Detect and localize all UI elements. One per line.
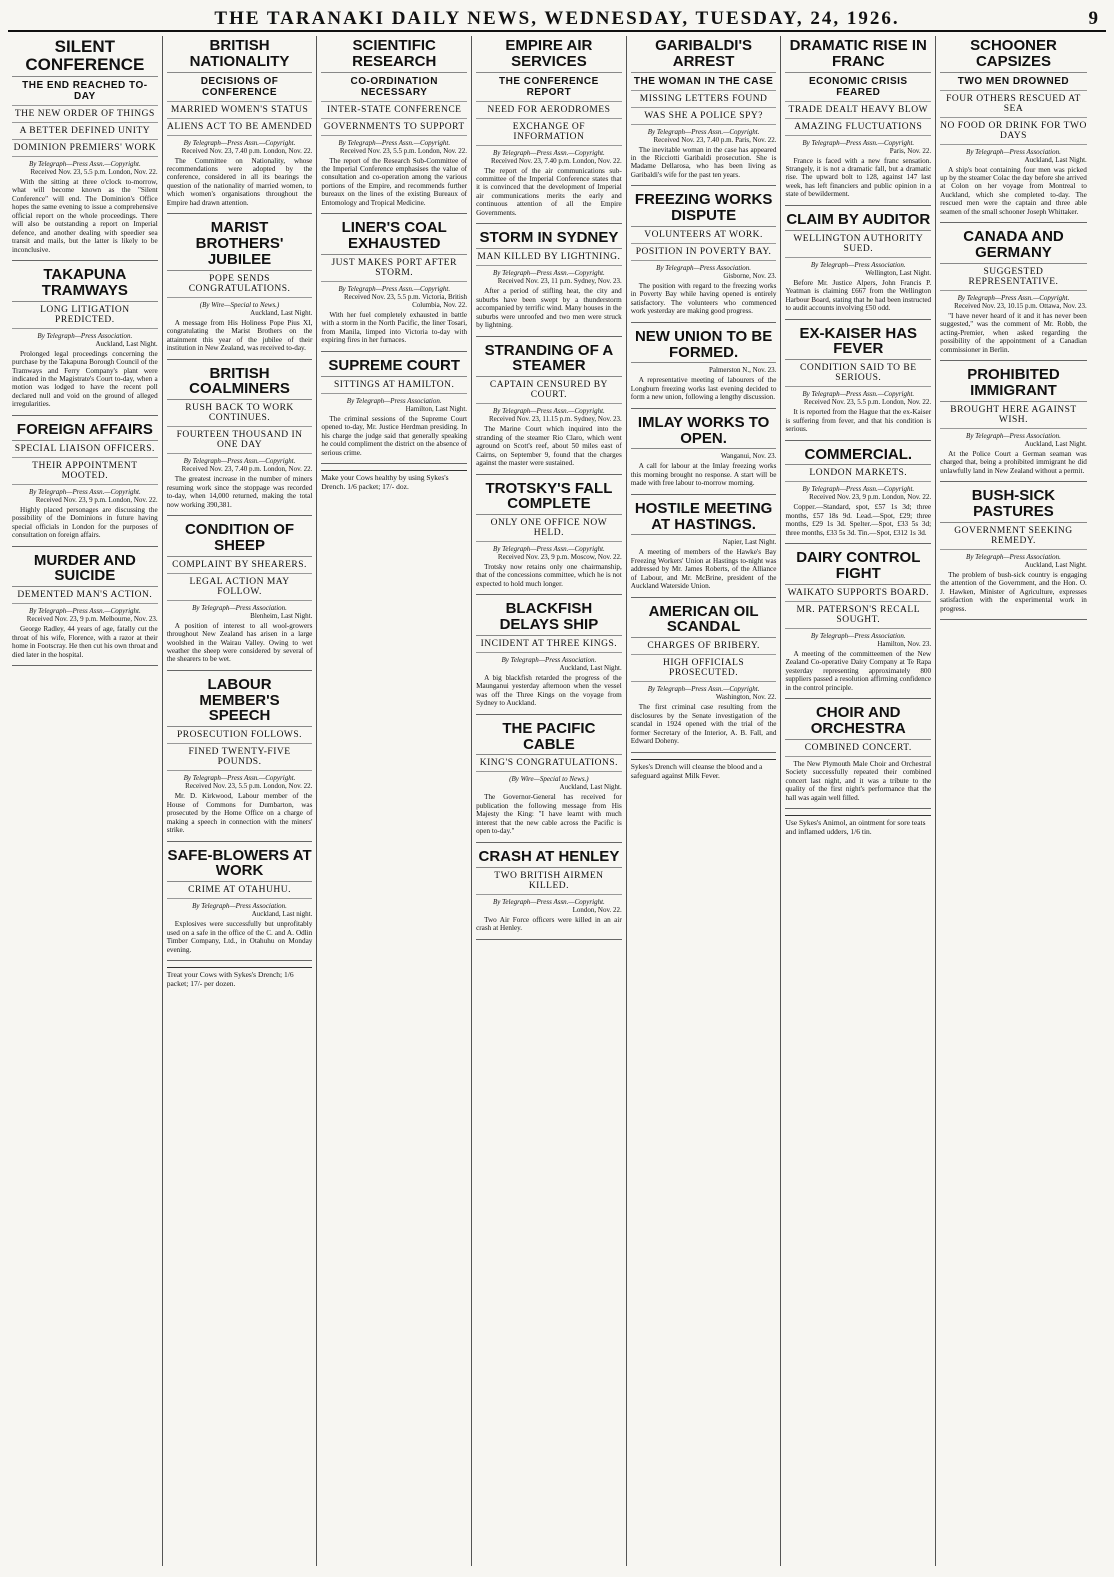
- article-dateline: Received Nov. 23, 9 p.m. London, Nov. 22.: [35, 495, 158, 504]
- article-dateline: Received Nov. 23, 5.5 p.m. London, Nov. 22.: [185, 782, 313, 791]
- article-body: After a period of stifling heat, the city and suburbs have been swept by a thunderstorm accompanied by terrific wind. Many houses in the suburbs were unroofed and two men were struck by lightning.: [476, 287, 622, 330]
- article-headline: CANADA AND GERMANY: [940, 229, 1087, 264]
- article: [476, 721, 622, 843]
- masthead: [8, 8, 1106, 32]
- article-body: The Committee on Nationality, whose recommendations were adopted by the conference, considered in all its bearings the question of the nationality of married women, to which women's organisations throughout the Empire had drawn attention.: [166, 156, 313, 207]
- article: [321, 358, 467, 464]
- advertisement: Treat your Cows with Sykes's Drench; 1/6 packet; 17/- per dozen.: [167, 967, 313, 988]
- article-headline: FOREIGN AFFAIRS: [12, 422, 158, 441]
- article-dateline: Received Nov. 23, 11.15 p.m. Sydney, Nov. 23.: [489, 415, 622, 424]
- article-credit: By Telegraph—Press Association.: [346, 396, 442, 405]
- article-deck: GOVERNMENTS TO SUPPORT: [321, 122, 467, 136]
- article-headline: TROTSKY'S FALL COMPLETE: [476, 481, 622, 516]
- article-body: Explosives were successfully but unprofitably used on a safe in the office of the C. and A. Odlin Timber Company, Ltd., in Otahuhu on Monday evening.: [166, 920, 313, 954]
- article-deck: INTER-STATE CONFERENCE: [321, 105, 467, 119]
- article: [940, 367, 1087, 482]
- article-headline: BUSH-SICK PASTURES: [940, 488, 1087, 523]
- article-dateline: Auckland, Last Night.: [1024, 560, 1087, 569]
- article-body: It is reported from the Hague that the ex-Kaiser is suffering from fever, and that his condition is serious.: [785, 408, 932, 434]
- article: [321, 38, 467, 214]
- article: [167, 366, 313, 516]
- article-dateline: Paris, Nov. 22.: [889, 146, 932, 155]
- article-headline: IMLAY WORKS TO OPEN.: [631, 415, 777, 450]
- article-deck: ALIENS ACT TO BE AMENDED: [167, 122, 313, 136]
- article-body: A message from His Holiness Pope Pius XI, congratulating the Marist Brothers on the attainment this year of the jubilee of their institution in New Zealand, was received to-day.: [166, 318, 313, 353]
- article-deck: POSITION IN POVERTY BAY.: [631, 247, 777, 261]
- article-headline: STORM IN SYDNEY: [476, 230, 622, 249]
- article-body: Before Mr. Justice Alpers, John Francis P. Yeatman is claiming £667 from the Wellington Harbour Board, stating that he had been instructed to audit accounts involving £50 odd.: [785, 278, 932, 313]
- article-body: The greatest increase in the number of miners resuming work since the stoppage was recorded to-day, when 14,000 returned, making the total now working 390,381.: [166, 475, 313, 509]
- article-deck: MARRIED WOMEN'S STATUS: [167, 105, 313, 119]
- article-deck: FINED TWENTY-FIVE POUNDS.: [167, 747, 313, 771]
- article-credit: By Telegraph—Press Association.: [810, 260, 906, 269]
- article-headline: DAIRY CONTROL FIGHT: [785, 550, 931, 585]
- article: [167, 38, 313, 214]
- article-deck: SUGGESTED REPRESENTATIVE.: [940, 267, 1087, 291]
- article-credit: By Telegraph—Press Assn.—Copyright.: [493, 545, 605, 553]
- article: [785, 38, 931, 206]
- article: [167, 522, 313, 671]
- article-dateline: Received Nov. 23, 7.40 p.m. Paris, Nov. 22.: [653, 135, 777, 144]
- article-deck: LONG LITIGATION PREDICTED.: [12, 305, 158, 329]
- article-dateline: Wanganui, Nov. 23.: [720, 452, 777, 461]
- article-body: The first criminal case resulting from the disclosures by the Senate investigation of the scandal in 1924 opened with the trial of the former Secretary of the Interior, A. B. Fall, and Edward Doheny.: [630, 703, 777, 746]
- article-headline: LINER'S COAL EXHAUSTED: [321, 220, 467, 255]
- article-dateline: Hamilton, Nov. 23.: [877, 639, 932, 648]
- article-deck: COMBINED CONCERT.: [785, 743, 931, 757]
- column-1: [8, 36, 163, 1566]
- article-dateline: Auckland, Last Night.: [559, 663, 622, 672]
- article-headline: CHOIR AND ORCHESTRA: [785, 705, 931, 740]
- article-credit: By Telegraph—Press Assn.—Copyright.: [493, 897, 605, 906]
- article-headline: LABOUR MEMBER'S SPEECH: [167, 677, 313, 727]
- article-dateline: Received Nov. 23, 9 p.m. Moscow, Nov. 22.: [497, 553, 622, 561]
- article-credit: By Telegraph—Press Assn.—Copyright.: [338, 284, 451, 293]
- column-6: [781, 36, 936, 1566]
- article: [785, 447, 931, 545]
- article: [476, 849, 622, 940]
- article-deck: NO FOOD OR DRINK FOR TWO DAYS: [940, 121, 1087, 145]
- article-deck: WAIKATO SUPPORTS BOARD.: [785, 588, 931, 602]
- article-body: Mr. D. Kirkwood, Labour member of the House of Commons for Dumbarton, was prosecuted by the Home Office on a charge of making a speech in connection with the miners' strike.: [166, 792, 313, 835]
- article: [631, 329, 777, 409]
- article-body: The report of the Research Sub-Committee of the Imperial Conference emphasises the value of consultation and co-operation among the various portions of the Empire, and recommends further bureaux on the lines of the existing Bureaux of Entomology and Tropical Medicine.: [321, 156, 468, 207]
- column-5: [627, 36, 782, 1566]
- advertisement: Sykes's Drench will cleanse the blood and a safeguard against Milk Fever.: [631, 759, 777, 780]
- article-body: The report of the air communications sub-committee of the Imperial Conference states that it is convinced that the development of Imperial air communications merits the early and continuous attention of all the Empire Governments.: [476, 166, 622, 217]
- article-deck: MR. PATERSON'S RECALL SOUGHT.: [785, 605, 931, 629]
- article-deck: CO-ORDINATION NECESSARY: [321, 76, 467, 102]
- article-deck: MAN KILLED BY LIGHTNING.: [476, 252, 622, 266]
- article-headline: SUPREME COURT: [321, 358, 467, 377]
- article-headline: DRAMATIC RISE IN FRANC: [785, 38, 931, 73]
- article-credit: By Telegraph—Press Assn.—Copyright.: [28, 607, 141, 616]
- article-headline: FREEZING WORKS DISPUTE: [631, 192, 777, 227]
- article-body: Prolonged legal proceedings concerning the purchase by the Takapuna Borough Council of the Tramways and Ferry Company's plant were indicated in the Magistrate's Court to-day, when a motion was lodged to have the recent poll declared null and void on the ground of alleged irregularities.: [12, 349, 158, 409]
- article-deck: WAS SHE A POLICE SPY?: [631, 111, 777, 125]
- article-dateline: Received Nov. 23, 9 p.m. London, Nov. 22.: [809, 493, 932, 502]
- article: [631, 501, 777, 598]
- article-deck: THE CONFERENCE REPORT: [476, 76, 622, 102]
- article-body: France is faced with a new franc sensation. Strangely, it is not a dramatic fall, but a dramatic rise. The upward bolt to 128, against 147 last week, has left financiers and public opinion in a state of bewilderment.: [785, 156, 932, 199]
- article-credit: By Telegraph—Press Association.: [966, 552, 1061, 561]
- article-deck: HIGH OFFICIALS PROSECUTED.: [631, 658, 777, 682]
- article-credit: By Telegraph—Press Assn.—Copyright.: [28, 487, 141, 496]
- article-credit: By Telegraph—Press Assn.—Copyright.: [493, 148, 605, 157]
- article: [785, 705, 931, 809]
- article-deck: FOURTEEN THOUSAND IN ONE DAY: [167, 430, 313, 454]
- article: [12, 38, 158, 261]
- article-dateline: Auckland, Last Night.: [1024, 155, 1087, 164]
- article-deck: THE END REACHED TO-DAY: [12, 80, 158, 106]
- article: [12, 422, 158, 547]
- article: [321, 220, 467, 351]
- article-deck: COMPLAINT BY SHEARERS.: [167, 560, 313, 574]
- article-headline: MURDER AND SUICIDE: [12, 553, 158, 588]
- columns: [8, 36, 1106, 1566]
- article-headline: PROHIBITED IMMIGRANT: [940, 367, 1087, 402]
- article: [631, 192, 777, 322]
- advertisement: Use Sykes's Animol, an ointment for sore teats and inflamed udders, 1/6 tin.: [785, 815, 931, 836]
- masthead-title: THE TARANAKI DAILY NEWS, WEDNESDAY, TUESDAY, 24, 1926.: [214, 8, 900, 29]
- article-deck: ONLY ONE OFFICE NOW HELD.: [476, 518, 622, 542]
- page-number: 9: [1088, 8, 1098, 29]
- column-4: [472, 36, 627, 1566]
- article-dateline: Received Nov. 23, 5.5 p.m. London, Nov. 22.: [339, 146, 468, 155]
- article-credit: By Telegraph—Press Association.: [966, 431, 1061, 440]
- article-headline: BRITISH NATIONALITY: [167, 38, 313, 73]
- article-dateline: Received Nov. 23, 5.5 p.m. London, Nov. 22.: [30, 167, 158, 176]
- article-dateline: Received Nov. 23, 10.15 p.m. Ottawa, Nov. 23.: [954, 301, 1087, 310]
- article-credit: By Telegraph—Press Assn.—Copyright.: [493, 269, 605, 278]
- article-credit: By Telegraph—Press Assn.—Copyright.: [493, 407, 605, 416]
- article-body: The criminal sessions of the Supreme Court opened to-day, Mr. Justice Herdman presiding. In his charge the judge said that generally speaking he could compliment the district on the absence of serious crime.: [321, 414, 468, 457]
- article-deck: BROUGHT HERE AGAINST WISH.: [940, 405, 1087, 429]
- article-credit: By Telegraph—Press Association.: [656, 263, 751, 272]
- article-dateline: Received Nov. 23, 9 p.m. Melbourne, Nov. 23.: [26, 615, 158, 624]
- article: [167, 677, 313, 842]
- article-deck: TRADE DEALT HEAVY BLOW: [785, 105, 931, 119]
- article-credit: (By Wire—Special to News.): [509, 775, 589, 784]
- article-deck: INCIDENT AT THREE KINGS.: [476, 639, 622, 653]
- article-headline: SCIENTIFIC RESEARCH: [321, 38, 467, 73]
- article-deck: A BETTER DEFINED UNITY: [12, 126, 158, 140]
- article-credit: By Telegraph—Press Assn.—Copyright.: [802, 390, 915, 399]
- article: [476, 230, 622, 336]
- article-dateline: Auckland, Last Night.: [250, 308, 313, 317]
- article-deck: ECONOMIC CRISIS FEARED: [785, 76, 931, 102]
- article-dateline: Received Nov. 23, 5.5 p.m. London, Nov. 22.: [803, 398, 932, 407]
- article-deck: RUSH BACK TO WORK CONTINUES.: [167, 403, 313, 427]
- article-deck: SITTINGS AT HAMILTON.: [321, 380, 467, 394]
- article-body: A meeting of the committeemen of the New Zealand Co-operative Dairy Company at Te Rapa yesterday representing approximately 800 suppliers passed a resolution affirming confidence in the control principle.: [785, 649, 932, 692]
- article-deck: TWO BRITISH AIRMEN KILLED.: [476, 871, 622, 895]
- article-headline: AMERICAN OIL SCANDAL: [631, 604, 777, 639]
- article-body: At the Police Court a German seaman was charged that, being a prohibited immigrant he did unlawfully land in New Zealand without a permit.: [940, 449, 1087, 475]
- article: [785, 550, 931, 699]
- article-body: A representative meeting of labourers of the Longburn freezing works last evening decided to form a new union, following a lengthy discussion.: [630, 376, 777, 402]
- article-credit: By Telegraph—Press Association.: [966, 147, 1061, 156]
- article: [12, 267, 158, 416]
- article-dateline: Blenheim, Last Night.: [250, 611, 313, 620]
- article-body: With her fuel completely exhausted in battle with a storm in the North Pacific, the liner Tosari, from Manila, limped into Victoria to-day with expiring fires in her furnaces.: [321, 310, 468, 345]
- article-dateline: Napier, Last Night.: [722, 538, 777, 547]
- article-headline: EX-KAISER HAS FEVER: [785, 326, 931, 361]
- article-deck: NEED FOR AERODROMES: [476, 105, 622, 119]
- advertisement: Make your Cows healthy by using Sykes's Drench. 1/6 packet; 17/- doz.: [321, 470, 467, 491]
- article-deck: LEGAL ACTION MAY FOLLOW.: [167, 577, 313, 601]
- article-credit: By Telegraph—Press Association.: [37, 331, 133, 340]
- article-credit: By Telegraph—Press Association.: [501, 655, 597, 664]
- article-headline: EMPIRE AIR SERVICES: [476, 38, 622, 73]
- article-body: George Radley, 44 years of age, fatally cut the throat of his wife, Florence, with a razor at their home in Footscray. He then cut his own throat and died later in the hospital.: [12, 625, 158, 659]
- article-body: A ship's boat containing four men was picked up by the steamer Colac the day before she arrived at Colon on her voyage from Montreal to Auckland, which she completed to-day. The rescued men were the captain and three able seamen of the small schooner Joseph Whittaker.: [940, 165, 1087, 216]
- article-dateline: Auckland, Last Night.: [559, 783, 622, 792]
- article-body: With the sitting at three o'clock to-morrow, what will become known as the "Silent Conference" will end. The Dominion's Office hopes the same evening to issue a comprehensive official report on the whole proceedings. There will also be outstanding a report on Imperial defence, and another dealing with speedier sea transit and mails, but the latter is likely to be inconclusive.: [12, 177, 158, 254]
- article-body: A position of interest to all wool-growers throughout New Zealand has arisen in a large woolshed in the Wairau Valley. Owing to wet weather the sheep were considered by several of the shearers to be wet.: [166, 621, 313, 664]
- article-body: "I have never heard of it and it has never been suggested," was the comment of Mr. Robb, the acting-Premier, when asked regarding the possibility of the appointment of a Canadian commissioner in Berlin.: [940, 311, 1087, 354]
- article-body: The Governor-General has received for publication the following message from His Majesty the King: "I have learnt with much interest that the new cable across the Pacific is open to-day.": [476, 793, 622, 836]
- article-deck: MISSING LETTERS FOUND: [631, 94, 777, 108]
- article-dateline: Auckland, Last Night.: [95, 339, 158, 348]
- article-body: A meeting of members of the Hawke's Bay Freezing Workers' Union at Hastings to-night was addressed by Mr. James Roberts, of the Alliance of Labour, and Mr. McBrine, president of the Auckland Waterside Union.: [630, 548, 777, 591]
- article-headline: BRITISH COALMINERS: [167, 366, 313, 401]
- article-deck: FOUR OTHERS RESCUED AT SEA: [940, 94, 1087, 118]
- article-dateline: Received Nov. 23, 5.5 p.m. Victoria, British Columbia, Nov. 22.: [344, 292, 468, 309]
- article-deck: CAPTAIN CENSURED BY COURT.: [476, 380, 622, 404]
- article-body: The inevitable woman in the case has appeared in the Ricciotti Garibaldi prosecution. She is Madame Dellarosa, who has been living as Garibaldi's wife for the past ten years.: [630, 145, 777, 179]
- article-deck: EXCHANGE OF INFORMATION: [476, 122, 622, 146]
- column-7: [936, 36, 1091, 1566]
- article: [476, 343, 622, 475]
- article-dateline: Hamilton, Last Night.: [405, 404, 468, 413]
- article-headline: COMMERCIAL.: [785, 447, 931, 466]
- column-3: [317, 36, 472, 1566]
- article-body: A big blackfish retarded the progress of the Maunganui yesterday afternoon when the vessel was off the Three Kings on the voyage from Sydney to Auckland.: [476, 673, 622, 708]
- article-body: Two Air Force officers were killed in an air crash at Henley.: [476, 915, 622, 933]
- article-deck: POPE SENDS CONGRATULATIONS.: [167, 274, 313, 298]
- article-headline: NEW UNION TO BE FORMED.: [631, 329, 777, 364]
- article-credit: By Telegraph—Press Association.: [810, 631, 906, 640]
- article-deck: CHARGES OF BRIBERY.: [631, 641, 777, 655]
- article-dateline: Received Nov. 23, 7.40 p.m. London, Nov. 22.: [181, 146, 313, 155]
- article-credit: By Telegraph—Press Association.: [192, 902, 287, 911]
- article-dateline: Palmerston N., Nov. 23.: [709, 366, 777, 375]
- article-deck: THE NEW ORDER OF THINGS: [12, 109, 158, 123]
- article-credit: By Telegraph—Press Assn.—Copyright.: [183, 457, 296, 466]
- article-dateline: Received Nov. 23, 7.40 p.m. London, Nov. 22.: [491, 156, 622, 165]
- article-headline: CONDITION OF SHEEP: [167, 522, 313, 557]
- article-body: The position with regard to the freezing works in Poverty Bay while having opened is entirely satisfactory. The volunteers who commenced work yesterday are making good progress.: [630, 281, 777, 316]
- article-credit: By Telegraph—Press Assn.—Copyright.: [183, 774, 296, 783]
- article-credit: By Telegraph—Press Assn.—Copyright.: [957, 293, 1070, 302]
- article: [940, 488, 1087, 620]
- article: [476, 481, 622, 596]
- article-dateline: Auckland, Last night.: [251, 910, 313, 919]
- article-body: The New Plymouth Male Choir and Orchestral Society successfully repeated their combined concert last night, and it was a tribute to the quality of the first night's performance that the hall was again well filled.: [785, 759, 932, 802]
- article: [476, 601, 622, 714]
- article-deck: CONDITION SAID TO BE SERIOUS.: [785, 363, 931, 387]
- article-body: Highly placed personages are discussing the possibility of the Dominions in future having special officials in London for the purposes of consultation on foreign affairs.: [12, 505, 158, 540]
- article-dateline: Washington, Nov. 22.: [715, 693, 777, 702]
- article-deck: LONDON MARKETS.: [785, 468, 931, 482]
- article-headline: THE PACIFIC CABLE: [476, 721, 622, 756]
- article: [167, 220, 313, 359]
- article: [476, 38, 622, 224]
- article-credit: By Telegraph—Press Assn.—Copyright.: [802, 138, 915, 147]
- article-dateline: Auckland, Last Night.: [1024, 439, 1087, 448]
- article-headline: SAFE-BLOWERS AT WORK: [167, 848, 313, 883]
- article-body: Trotsky now retains only one chairmanship, that of the concessions committee, which he is not expected to hold much longer.: [476, 563, 622, 588]
- article-dateline: Wellington, Last Night.: [865, 268, 932, 277]
- article-headline: BLACKFISH DELAYS SHIP: [476, 601, 622, 636]
- article: [940, 38, 1087, 223]
- article: [12, 553, 158, 666]
- article-headline: TAKAPUNA TRAMWAYS: [12, 267, 158, 302]
- article-deck: CRIME AT OTAHUHU.: [167, 885, 313, 899]
- article-body: Copper.—Standard, spot, £57 1s 3d; three months, £57 18s 9d. Lead.—Spot, £29; three months, £29 1s 3d. Spelter.—Spot, £33 5s 3d; three months, £33 5s 3d. Tin.—Spot, £312 1s 3d.: [785, 503, 932, 537]
- article: [167, 848, 313, 961]
- article-headline: SILENT CONFERENCE: [12, 38, 158, 77]
- article-dateline: Gisborne, Nov. 23.: [723, 271, 777, 280]
- article-headline: MARIST BROTHERS' JUBILEE: [167, 220, 313, 270]
- article-credit: By Telegraph—Press Assn.—Copyright.: [647, 685, 760, 694]
- article-deck: PROSECUTION FOLLOWS.: [167, 730, 313, 744]
- article-deck: AMAZING FLUCTUATIONS: [785, 122, 931, 136]
- article: [785, 212, 931, 320]
- article: [631, 604, 777, 753]
- article-credit: By Telegraph—Press Association.: [192, 603, 287, 612]
- article: [631, 415, 777, 495]
- article-deck: WELLINGTON AUTHORITY SUED.: [785, 234, 931, 258]
- article-deck: KING'S CONGRATULATIONS.: [476, 758, 622, 772]
- article-headline: CLAIM BY AUDITOR: [785, 212, 931, 231]
- article-headline: GARIBALDI'S ARREST: [631, 38, 777, 73]
- article-deck: DOMINION PREMIERS' WORK: [12, 143, 158, 157]
- article: [631, 38, 777, 186]
- article-body: The Marine Court which inquired into the stranding of the steamer Rio Claro, which went aground on Scott's reef, about 50 miles east of Cairns, on September 9, found that the charges against the master were sustained.: [476, 425, 622, 468]
- article-deck: TWO MEN DROWNED: [940, 76, 1087, 91]
- article: [785, 326, 931, 441]
- article-credit: By Telegraph—Press Assn.—Copyright.: [183, 138, 296, 147]
- article-deck: VOLUNTEERS AT WORK.: [631, 230, 777, 244]
- article-deck: JUST MAKES PORT AFTER STORM.: [321, 258, 467, 282]
- column-2: [163, 36, 318, 1566]
- article-deck: THE WOMAN IN THE CASE: [631, 76, 777, 91]
- article-credit: By Telegraph—Press Assn.—Copyright.: [802, 485, 915, 494]
- article-deck: GOVERNMENT SEEKING REMEDY.: [940, 526, 1087, 550]
- article: [940, 229, 1087, 361]
- article-credit: (By Wire—Special to News.): [199, 300, 280, 309]
- article-body: A call for labour at the Imlay freezing works this morning brought no response. A start will be made with free labour to-morrow morning.: [630, 462, 777, 488]
- article-headline: CRASH AT HENLEY: [476, 849, 622, 868]
- article-deck: DECISIONS OF CONFERENCE: [167, 76, 313, 102]
- article-credit: By Telegraph—Press Assn.—Copyright.: [338, 138, 451, 147]
- article-headline: SCHOONER CAPSIZES: [940, 38, 1087, 73]
- article-deck: THEIR APPOINTMENT MOOTED.: [12, 461, 158, 485]
- article-dateline: Received Nov. 23, 11 p.m. Sydney, Nov. 23.: [497, 277, 622, 286]
- article-headline: STRANDING OF A STEAMER: [476, 343, 622, 378]
- article-body: The problem of bush-sick country is engaging the attention of the Government, and the Hon. O. J. Hawken, Minister of Agriculture, expresses satisfaction with the experimental work in progress.: [940, 570, 1087, 613]
- article-credit: By Telegraph—Press Assn.—Copyright.: [647, 127, 760, 136]
- article-deck: SPECIAL LIAISON OFFICERS.: [12, 444, 158, 458]
- article-dateline: Received Nov. 23, 7.40 p.m. London, Nov. 22.: [181, 465, 313, 474]
- article-dateline: London, Nov. 22.: [572, 905, 622, 914]
- article-credit: By Telegraph—Press Assn.—Copyright.: [28, 159, 141, 168]
- article-headline: HOSTILE MEETING AT HASTINGS.: [631, 501, 777, 536]
- article-deck: DEMENTED MAN'S ACTION.: [12, 590, 158, 604]
